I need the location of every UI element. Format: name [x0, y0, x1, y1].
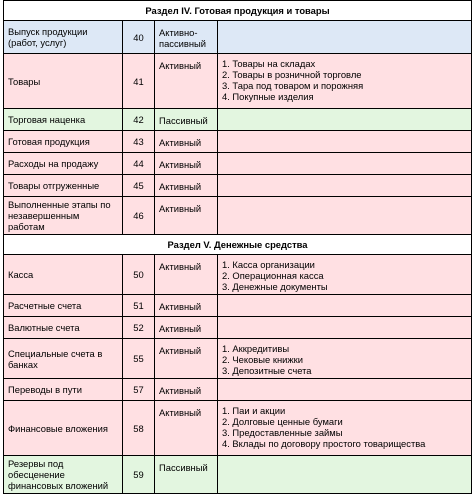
account-type: Активный [155, 153, 218, 175]
account-name: Валютные счета [4, 317, 123, 339]
account-type: Активный [155, 401, 218, 456]
subaccount-item: 2. Операционная касса [222, 270, 324, 281]
account-name: Торговая наценка [4, 109, 123, 131]
subaccounts [218, 255, 472, 295]
account-row [4, 379, 472, 401]
account-row [4, 131, 472, 153]
account-name: Расчетные счета [4, 295, 123, 317]
account-row [4, 255, 472, 295]
account-name: Резервы под обесценение финансовых вложений [4, 456, 123, 494]
account-name: Выполненные этапы по незавершенным работам [4, 197, 123, 235]
account-row [4, 317, 472, 339]
subaccount-item: 4. Вклады по договору простого товарищества [222, 438, 426, 449]
account-name: Выпуск продукции (работ, услуг) [4, 21, 123, 54]
subaccount-item: 2. Товары в розничной торговле [222, 69, 362, 80]
account-type: Активный [155, 339, 218, 379]
subaccount-item: 4. Покупные изделия [222, 91, 314, 102]
account-number: 44 [123, 153, 155, 175]
account-row [4, 21, 472, 54]
account-name: Готовая продукция [4, 131, 123, 153]
account-number: 52 [123, 317, 155, 339]
subaccount-item: 2. Долговые ценные бумаги [222, 416, 343, 427]
account-row [4, 54, 472, 109]
account-number: 55 [123, 339, 155, 379]
account-number: 57 [123, 379, 155, 401]
subaccount-item: 1. Аккредитивы [222, 343, 290, 354]
account-row [4, 456, 472, 494]
account-row [4, 153, 472, 175]
subaccount-item: 3. Депозитные счета [222, 365, 312, 376]
subaccounts [218, 131, 472, 153]
subaccounts [218, 295, 472, 317]
account-number: 46 [123, 197, 155, 235]
account-number: 50 [123, 255, 155, 295]
subaccount-item: 3. Предоставленные займы [222, 427, 343, 438]
account-number: 41 [123, 54, 155, 109]
account-row [4, 109, 472, 131]
section-header [4, 235, 472, 255]
account-number: 42 [123, 109, 155, 131]
subaccounts [218, 401, 472, 456]
subaccounts [218, 109, 472, 131]
section-title: Раздел V. Денежные средства [4, 235, 472, 255]
section-title: Раздел IV. Готовая продукция и товары [4, 1, 472, 21]
subaccount-list [222, 405, 467, 449]
account-name: Финансовые вложения [4, 401, 123, 456]
account-number: 43 [123, 131, 155, 153]
subaccount-list [222, 259, 467, 292]
account-number: 59 [123, 456, 155, 494]
subaccount-item: 3. Денежные документы [222, 281, 328, 292]
account-row [4, 401, 472, 456]
subaccounts [218, 317, 472, 339]
subaccounts [218, 21, 472, 54]
account-name: Специальные счета в банках [4, 339, 123, 379]
account-type: Активный [155, 54, 218, 109]
account-name: Товары [4, 54, 123, 109]
section-header [4, 1, 472, 21]
accounts-table [3, 0, 472, 494]
subaccount-item: 2. Чековые книжки [222, 354, 303, 365]
account-row [4, 339, 472, 379]
subaccounts [218, 54, 472, 109]
subaccounts [218, 153, 472, 175]
account-type: Активный [155, 317, 218, 339]
account-type: Пассивный [155, 109, 218, 131]
subaccounts [218, 197, 472, 235]
account-type: Активный [155, 379, 218, 401]
account-row [4, 175, 472, 197]
account-type: Активный [155, 175, 218, 197]
subaccount-list [222, 58, 467, 102]
account-type: Активный [155, 295, 218, 317]
account-name: Касса [4, 255, 123, 295]
account-number: 40 [123, 21, 155, 54]
account-type: Пассивный [155, 456, 218, 494]
subaccounts [218, 456, 472, 494]
subaccount-item: 3. Тара под товаром и порожняя [222, 80, 364, 91]
account-name: Переводы в пути [4, 379, 123, 401]
account-name: Товары отгруженные [4, 175, 123, 197]
subaccount-item: 1. Паи и акции [222, 405, 286, 416]
account-number: 58 [123, 401, 155, 456]
account-number: 45 [123, 175, 155, 197]
account-type: Активно-пассивный [155, 21, 218, 54]
subaccounts [218, 339, 472, 379]
account-type: Активный [155, 197, 218, 235]
subaccount-list [222, 343, 467, 376]
account-type: Активный [155, 131, 218, 153]
account-number: 51 [123, 295, 155, 317]
subaccounts [218, 175, 472, 197]
account-name: Расходы на продажу [4, 153, 123, 175]
account-type: Активный [155, 255, 218, 295]
subaccount-item: 1. Касса организации [222, 259, 315, 270]
subaccount-item: 1. Товары на складах [222, 58, 316, 69]
subaccounts [218, 379, 472, 401]
account-row [4, 295, 472, 317]
account-row [4, 197, 472, 235]
